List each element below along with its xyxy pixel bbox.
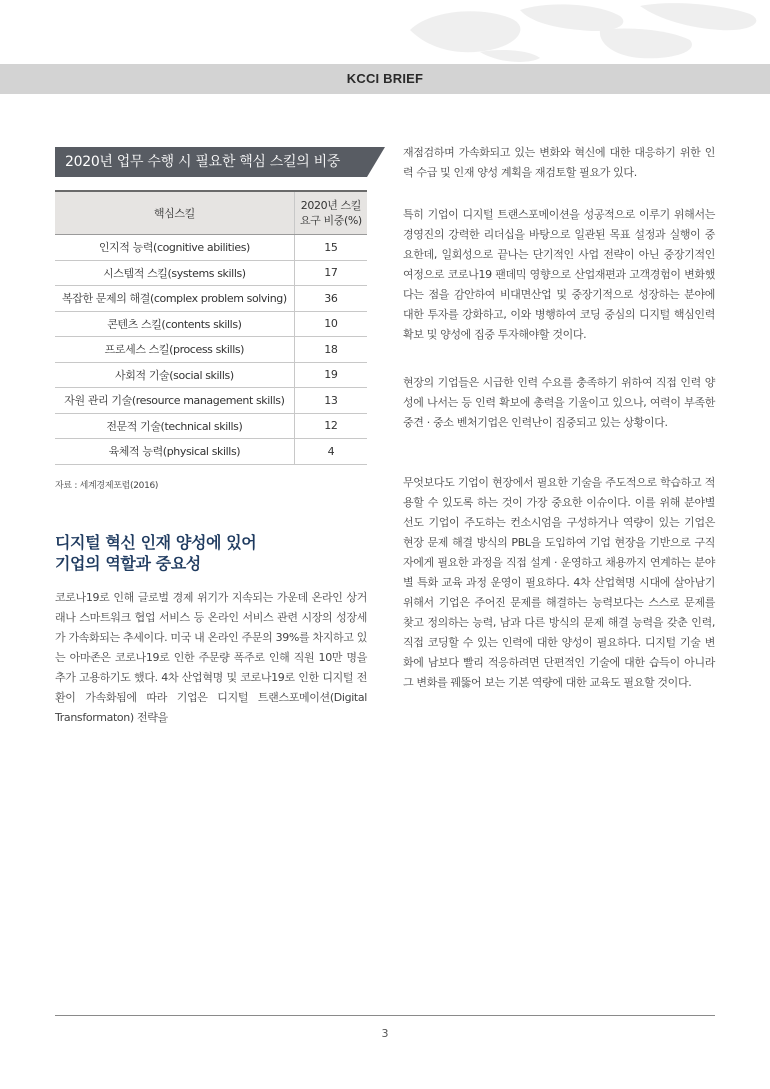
skill-name-cell: 콘텐츠 스킬(contents skills) [55,311,294,337]
skill-share-cell: 4 [294,439,367,465]
skill-name-cell: 사회적 기술(social skills) [55,362,294,388]
table-title: 2020년 업무 수행 시 필요한 핵심 스킬의 비중 [55,147,367,177]
body-paragraph-right-2: 특히 기업이 디지털 트랜스포메이션을 성공적으로 이루기 위해서는 경영진의 강력한 리더십을 바탕으로 일관된 목표 설정과 실행이 중요한데, 일회성으로 끝나는 단기적인 사업 전략이 아닌 중장기적인 여정으로 코로나19 팬데믹 영향으로 산업재편과 고객경험이 변화했다는 점을 감안하여 비대면산업 및 중장기적으로 성장하는 분야에 대한 투자를 강화하고, 이와 병행하여 코딩 중심의 디지털 핵심인력 확보 및 양성에 집중 투자해야할 것이다. [403,208,715,341]
table-row [55,337,367,363]
page-number: 3 [381,1027,389,1040]
brief-label: KCCI BRIEF [346,71,424,86]
skill-share-cell: 13 [294,388,367,414]
skill-share-cell: 10 [294,311,367,337]
section-heading-line-1: 디지털 혁신 인재 양성에 있어 [55,533,257,552]
table-row [55,439,367,465]
skill-share-cell: 15 [294,235,367,261]
skills-table-body [55,235,367,465]
body-paragraph-right-1: 재점검하며 가속화되고 있는 변화와 혁신에 대한 대응하기 위한 인력 수급 및 인재 양성 계획을 재검토할 필요가 있다. [403,146,715,179]
table-header-row [55,191,367,235]
table-row [55,362,367,388]
table-row [55,413,367,439]
table-source: 자료 : 세계경제포럼(2016) [55,481,159,491]
table-row [55,311,367,337]
table-row [55,235,367,261]
table-row [55,286,367,312]
skill-name-cell: 육체적 능력(physical skills) [55,439,294,465]
brief-header-band [0,64,770,94]
table-row [55,260,367,286]
body-paragraph-left: 코로나19로 인해 글로벌 경제 위기가 지속되는 가운데 온라인 상거래나 스마트워크 협업 서비스 등 온라인 서비스 관련 시장의 성장세가 가속화되는 추세이다. 미국 내 온라인 주문의 39%를 차지하고 있는 아마존은 코로나19로 인한 주문량 폭주로 인해 직원 10만 명을 추가 고용하기도 했다. 4차 산업혁명 및 코로나19로 인한 디지털 전환이 가속화됨에 따라 기업은 디지털 트랜스포메이션(Digital Transformaton) 전략을 [55,591,367,724]
skill-name-cell: 전문적 기술(technical skills) [55,413,294,439]
section-heading [55,532,256,574]
section-heading-line-2: 기업의 역할과 중요성 [55,554,201,573]
skill-name-cell: 인지적 능력(cognitive abilities) [55,235,294,261]
skills-table [55,190,367,465]
skill-share-cell: 18 [294,337,367,363]
table-row [55,388,367,414]
world-map-graphic [370,0,770,64]
skill-name-cell: 자원 관리 기술(resource management skills) [55,388,294,414]
body-paragraph-right-4: 무엇보다도 기업이 현장에서 필요한 기술을 주도적으로 학습하고 적용할 수 있도록 하는 것이 가장 중요한 이슈이다. 이를 위해 분야별 선도 기업이 주도하는 컨소시엄을 구성하거나 역량이 있는 기업은 현장 문제 해결 방식의 PBL을 도입하여 기업 현장을 기반으로 구직자에게 필요한 과정을 직접 설계 · 운영하고 채용까지 연계하는 분야별 특화 교육 과정 운영이 필요하다. 4차 산업혁명 시대에 살아남기 위해서 기업은 주어진 문제를 해결하는 능력보다는 스스로 문제를 찾고 정의하는 능력, 남과 다른 방식의 문제 해결 능력을 갖춘 인력, 직접 코딩할 수 있는 인력에 대한 양성이 필요하다. 디지털 기술 변화에 남보다 빨리 적응하려면 단편적인 기술에 대한 습득이 아니라 그 변화를 꿰뚫어 보는 기본 역량에 대한 교육도 필요할 것이다. [403,476,715,689]
skill-name-cell: 복잡한 문제의 해결(complex problem solving) [55,286,294,312]
column-header-share: 2020년 스킬 요구 비중(%) [294,191,367,235]
skill-share-cell: 17 [294,260,367,286]
body-paragraph-right-3: 현장의 기업들은 시급한 인력 수요를 충족하기 위하여 직접 인력 양성에 나서는 등 인력 확보에 총력을 기울이고 있으나, 여력이 부족한 중견 · 중소 벤처기업은 인력난이 집중되고 있는 상황이다. [403,376,715,429]
column-header-skill: 핵심스킬 [55,191,294,235]
skill-share-cell: 19 [294,362,367,388]
skill-name-cell: 시스템적 스킬(systems skills) [55,260,294,286]
skill-name-cell: 프로세스 스킬(process skills) [55,337,294,363]
footer-divider [55,1015,715,1016]
skill-share-cell: 12 [294,413,367,439]
skill-share-cell: 36 [294,286,367,312]
